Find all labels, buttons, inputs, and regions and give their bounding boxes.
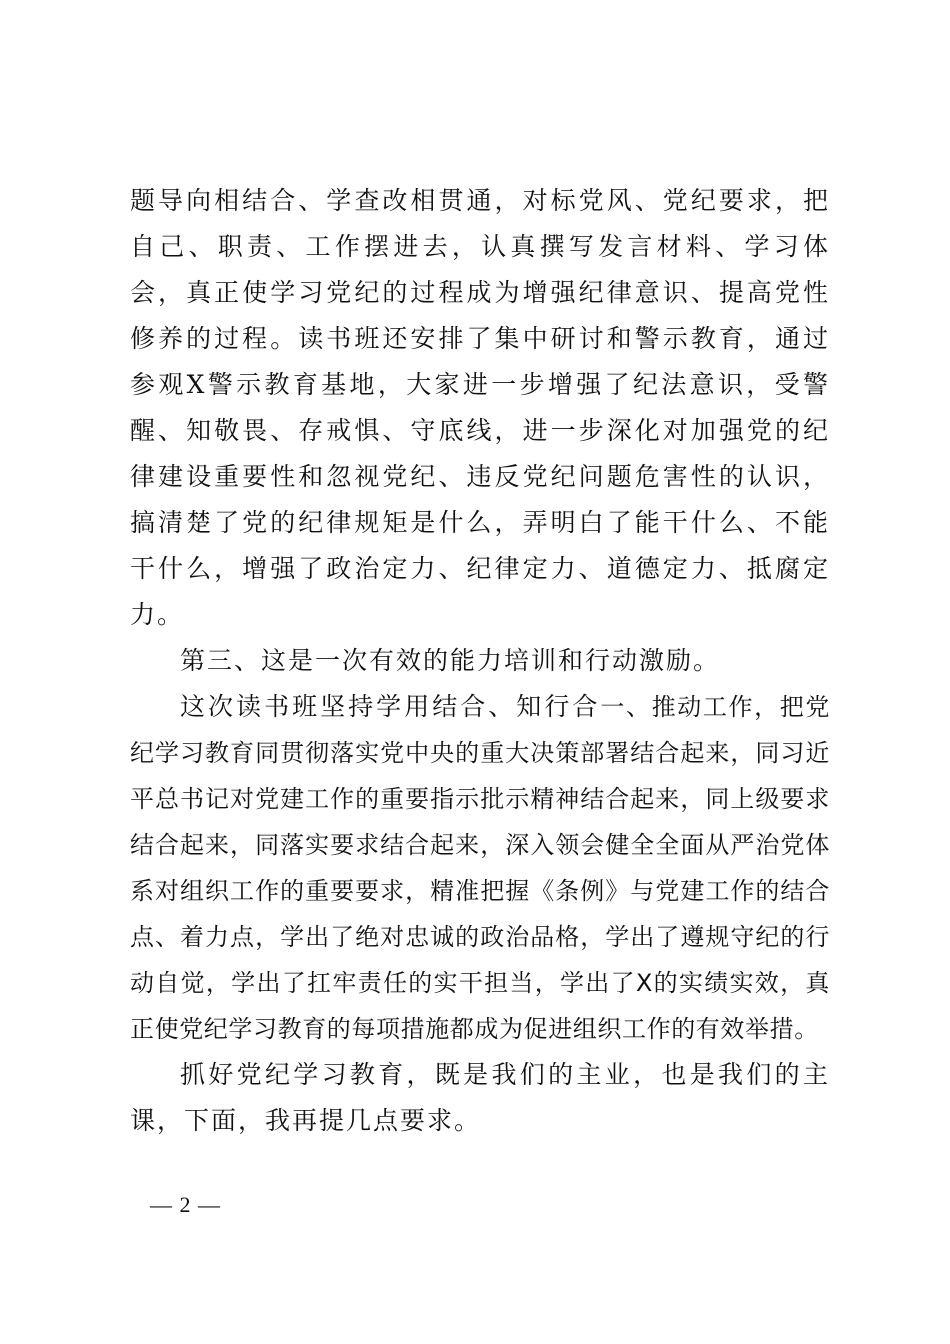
paragraph-training-description (130, 684, 830, 1052)
paragraph-training-body: 一、推动工作，把党纪学习教育同贯彻落实党中央的重大决策部署结合起来，同习近平总书记对党建工作的重要指示批示精神结合起来，同上级要求结合起来，同落实要求结合起来，深入领会健全全面从严治党体系对组织工作的重要要求，精准把握《条例》与党建工作的结合点、着力点，学出了绝对忠诚的政治品格，学出了遵规守纪的行动自觉，学出了扛牢责任的实干担当，学出了X的实绩实效，真正使党纪学习教育的每项措施都成为促进组织工作的有效举措。 (130, 693, 830, 1043)
page-number: — 2 — (150, 1192, 221, 1217)
document-body (130, 178, 830, 1144)
paragraph-training-lead: 这次读书班坚持学用结合、知行合 (180, 692, 601, 721)
paragraph-continuation: 题导向相结合、学查改相贯通，对标党风、党纪要求，把自己、职责、工作摆进去，认真撰写发言材料、学习体会，真正使学习党纪的过程成为增强纪律意识、提高党性修养的过程。读书班还安排了集中研讨和警示教育，通过参观X警示教育基地，大家进一步增强了纪法意识，受警醒、知敬畏、存戒惧、守底线，进一步深化对加强党的纪律建设重要性和忽视党纪、违反党纪问题危害性的认识，搞清楚了党的纪律规矩是什么，弄明白了能干什么、不能干什么，增强了政治定力、纪律定力、道德定力、抵腐定力。 (130, 186, 830, 629)
paragraph-section-heading: 第三、这是一次有效的能力培训和行动激励。 (180, 646, 721, 675)
paragraph-closing: 抓好党纪学习教育，既是我们的主业，也是我们的主课，下面，我再提几点要求。 (130, 1060, 830, 1135)
